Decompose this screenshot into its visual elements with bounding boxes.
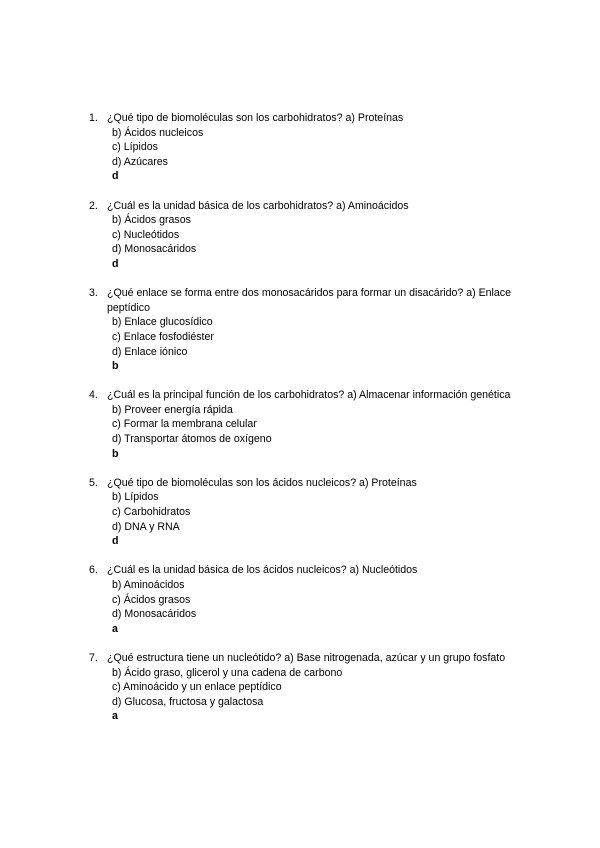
option-c: c) Aminoácido y un enlace peptídico (112, 681, 282, 694)
question-item (0, 111, 600, 184)
option-c: c) Nucleótidos (112, 228, 180, 241)
option-d: d) Monosacáridos (112, 608, 197, 621)
option-a: a) Aminoácidos (336, 199, 409, 212)
question-stem: ¿Cuál es la unidad básica de los carbohidratos? (107, 199, 334, 212)
question-item (0, 651, 600, 724)
question-text (107, 388, 532, 403)
question-text (107, 476, 532, 491)
question-stem: ¿Qué tipo de biomoléculas son los ácidos nucleicos? (107, 476, 357, 489)
question-number: 1. (89, 112, 98, 124)
option-b: b) Ácidos grasos (112, 214, 191, 227)
question-stem: ¿Qué estructura tiene un nucleótido? (107, 651, 282, 664)
option-c: c) Carbohidratos (112, 506, 191, 519)
question-text (107, 199, 532, 214)
option-d: d) Transportar átomos de oxígeno (112, 433, 272, 446)
answer: a (112, 710, 118, 723)
answer: b (112, 447, 119, 460)
question-number: 4. (89, 389, 98, 402)
question-text (107, 286, 532, 315)
option-a: a) Proteínas (345, 112, 404, 124)
question-number: 7. (89, 651, 98, 664)
answer: d (112, 257, 119, 270)
question-text (107, 111, 532, 126)
question-number: 6. (89, 564, 98, 577)
option-a: a) Proteínas (359, 476, 417, 489)
option-b: b) Aminoácidos (112, 579, 185, 591)
option-b: b) Lípidos (112, 491, 159, 504)
question-stem: ¿Qué enlace se forma entre dos monosacáridos para formar un disacárido? (107, 287, 464, 300)
option-d: d) DNA y RNA (112, 520, 180, 533)
answer: a (112, 622, 118, 635)
question-text (107, 651, 532, 666)
option-a: a) Almacenar información genética (347, 389, 511, 402)
option-b: b) Proveer energía rápida (112, 403, 233, 416)
question-number: 3. (89, 287, 98, 300)
question-stem: ¿Cuál es la unidad básica de los ácidos nucleicos? (107, 564, 347, 577)
option-c: c) Formar la membrana celular (112, 418, 257, 431)
option-c: c) Lípidos (112, 141, 158, 154)
answer: d (112, 535, 119, 548)
option-d: d) Enlace iónico (112, 345, 188, 358)
question-item (0, 199, 600, 272)
option-a: a) Base nitrogenada, azúcar y un grupo fosfato (284, 651, 506, 664)
option-b: b) Ácido graso, glicerol y una cadena de carbono (112, 666, 343, 679)
question-item (0, 476, 600, 549)
option-a: a) Nucleótidos (349, 564, 418, 577)
answer: b (112, 360, 119, 373)
option-b: b) Enlace glucosídico (112, 316, 213, 329)
option-d: d) Monosacáridos (112, 243, 197, 256)
option-a: a) Enlace peptídico (107, 287, 511, 314)
question-item (0, 388, 600, 461)
option-c: c) Enlace fosfodiéster (112, 330, 214, 343)
option-c: c) Ácidos grasos (112, 593, 191, 606)
question-stem: ¿Qué tipo de biomoléculas son los carbohidratos? (107, 112, 343, 124)
question-text (107, 563, 532, 578)
option-d: d) Glucosa, fructosa y galactosa (112, 695, 264, 708)
option-b: b) Ácidos nucleicos (112, 126, 204, 139)
question-item (0, 563, 600, 636)
question-list (0, 111, 600, 739)
question-stem: ¿Cuál es la principal función de los carbohidratos? (107, 389, 345, 402)
question-number: 5. (89, 476, 98, 489)
question-item (0, 286, 600, 374)
option-d: d) Azúcares (112, 155, 168, 168)
answer: d (112, 170, 119, 183)
question-number: 2. (89, 199, 98, 212)
